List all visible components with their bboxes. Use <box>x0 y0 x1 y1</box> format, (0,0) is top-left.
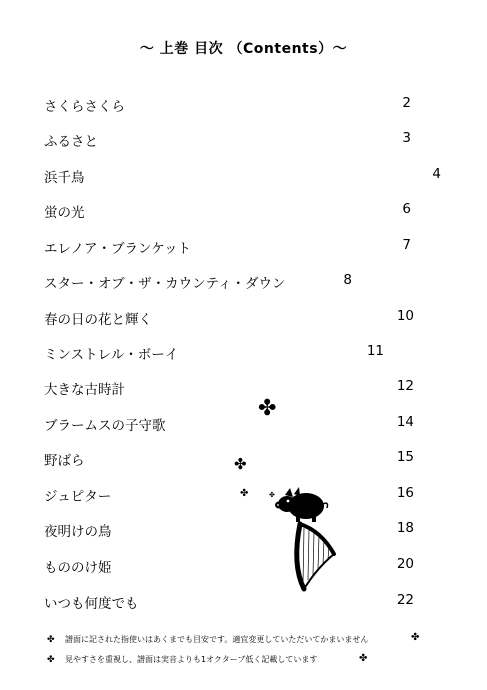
entry-page: 6 <box>402 201 411 217</box>
toc-entry <box>0 237 487 259</box>
toc-entry <box>0 592 487 614</box>
entry-page: 8 <box>343 272 352 288</box>
entry-page: 18 <box>396 520 414 536</box>
footnote <box>47 634 368 645</box>
entry-title: ふるさと <box>44 134 98 150</box>
four-leaf-clover-icon: ✤ <box>269 491 275 499</box>
entry-title: いつも何度でも <box>44 596 139 612</box>
toc-entry <box>0 414 487 436</box>
entry-page: 16 <box>396 485 414 501</box>
entry-page: 11 <box>366 343 384 359</box>
entry-title: ミンストレル・ボーイ <box>44 347 179 363</box>
four-leaf-clover-icon: ✤ <box>359 653 368 664</box>
entry-title: もののけ姫 <box>44 560 112 576</box>
page-title: ～ 上巻 目次 （Contents）～ <box>139 41 348 57</box>
entry-page: 12 <box>396 378 414 394</box>
entry-title: ブラームスの子守歌 <box>44 418 166 434</box>
entry-page: 14 <box>396 414 414 430</box>
footnote <box>47 654 317 665</box>
toc-entry <box>0 95 487 117</box>
toc-entry <box>0 201 487 223</box>
four-leaf-clover-icon: ✤ <box>47 635 55 645</box>
toc-entry <box>0 166 487 188</box>
pig-with-harp-illustration <box>272 484 352 594</box>
entry-title: ジュピター <box>44 489 112 505</box>
four-leaf-clover-icon: ✤ <box>411 632 420 643</box>
entry-page: 15 <box>396 449 414 465</box>
entry-title: 春の日の花と輝く <box>44 312 152 328</box>
entry-title: エレノア・ブランケット <box>44 241 192 257</box>
four-leaf-clover-icon: ✤ <box>258 396 277 421</box>
entry-title: 野ばら <box>44 453 85 469</box>
toc-entry <box>0 378 487 400</box>
entry-page: 22 <box>396 592 414 608</box>
footnote-text: 譜面に記された指使いはあくまでも目安です。適宜変更していただいてかまいません <box>65 635 369 644</box>
entry-page: 3 <box>402 130 411 146</box>
toc-entry <box>0 308 487 330</box>
four-leaf-clover-icon: ✤ <box>240 488 249 499</box>
footnote-text: 見やすさを重視し、譜面は実音よりも1オクターブ低く記載しています <box>65 655 318 664</box>
entry-page: 2 <box>402 95 411 111</box>
entry-page: 20 <box>396 556 414 572</box>
entry-title: 大きな古時計 <box>44 382 125 398</box>
toc-entry <box>0 272 487 294</box>
toc-entry <box>0 556 487 578</box>
four-leaf-clover-icon: ✤ <box>47 655 55 665</box>
entry-title: 蛍の光 <box>44 205 85 221</box>
toc-entry <box>0 343 487 365</box>
entry-page: 7 <box>402 237 411 253</box>
entry-title: 浜千鳥 <box>44 170 85 186</box>
entry-title: さくらさくら <box>44 99 125 115</box>
four-leaf-clover-icon: ✤ <box>234 455 247 473</box>
entry-title: スター・オブ・ザ・カウンティ・ダウン <box>44 276 286 292</box>
toc-entry <box>0 520 487 542</box>
entry-page: 4 <box>432 166 441 182</box>
entry-page: 10 <box>396 308 414 324</box>
entry-title: 夜明けの鳥 <box>44 524 112 540</box>
toc-entry <box>0 130 487 152</box>
